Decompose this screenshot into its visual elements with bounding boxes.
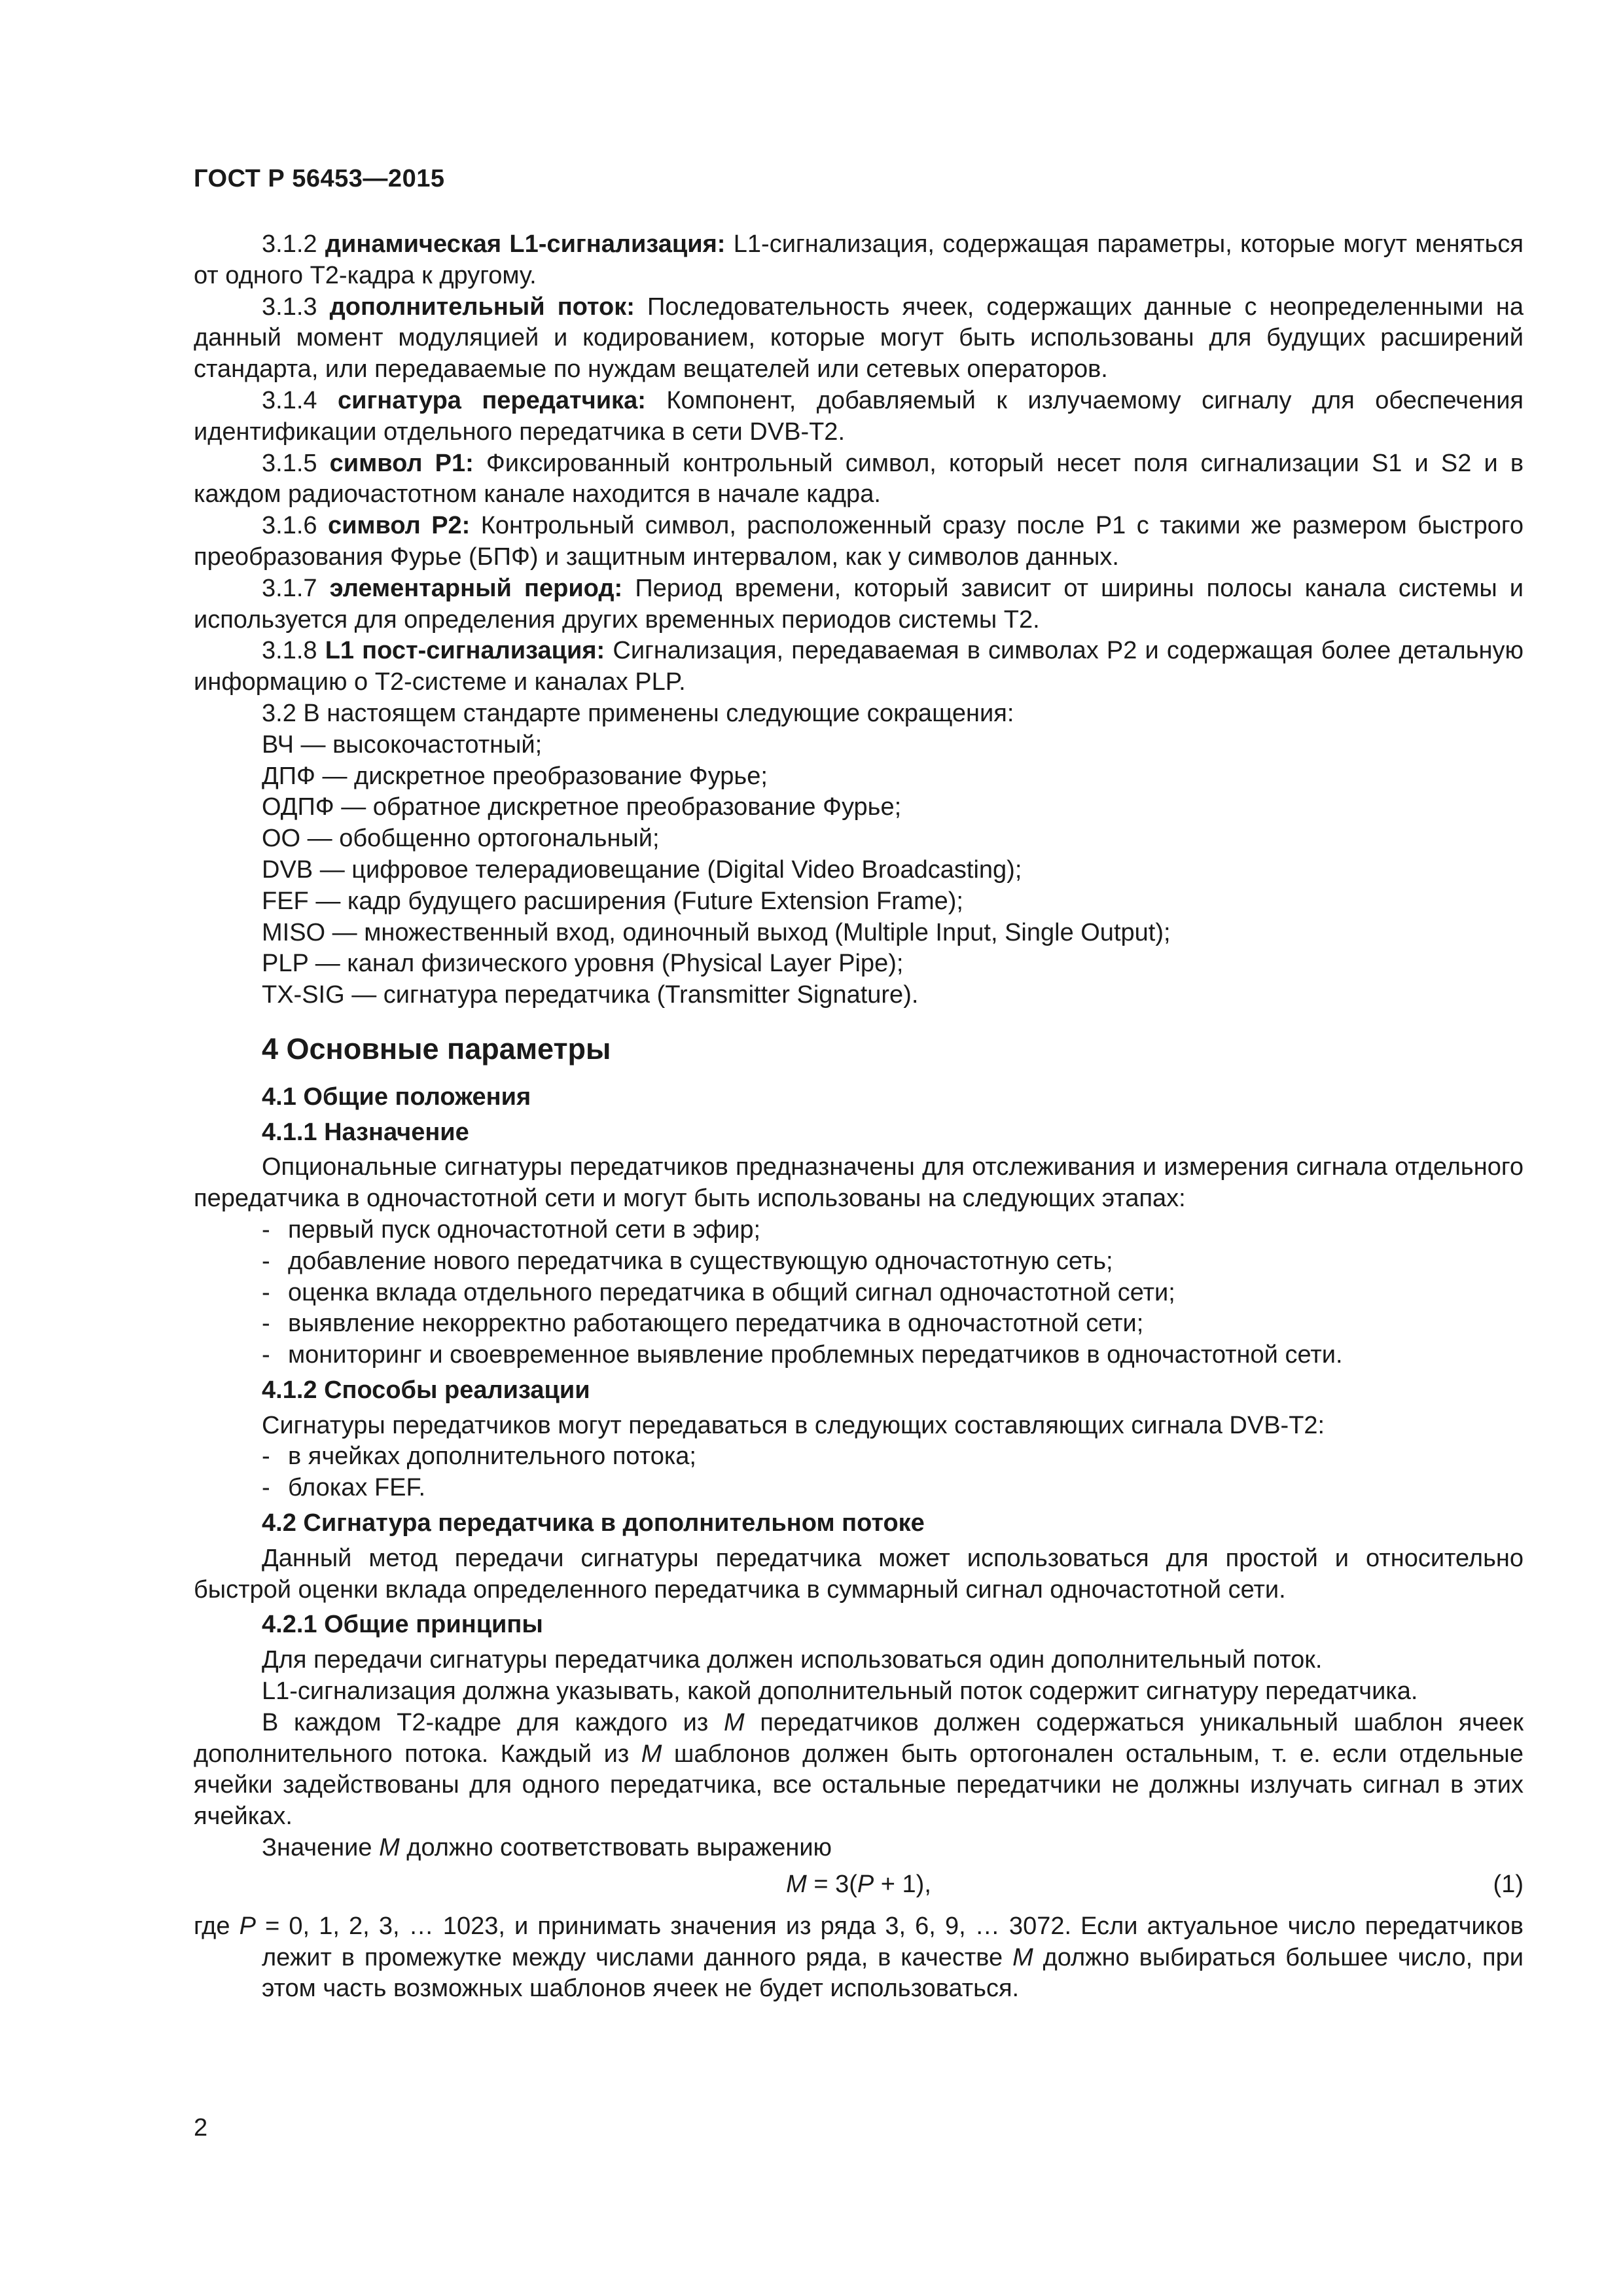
list-item — [194, 1278, 1524, 1309]
abbreviation-item: MISO — множественный вход, одиночный выход (Multiple Input, Single Output); — [262, 918, 1171, 946]
list-item-text: первый пуск одночастотной сети в эфир; — [288, 1215, 761, 1244]
definition-number: 3.1.7 — [262, 574, 317, 602]
formula-rhs: + 1), — [874, 1870, 931, 1898]
list-item-text: добавление нового передатчика в существующую одночастотную сеть; — [288, 1247, 1113, 1275]
document-body — [194, 229, 1524, 2005]
variable-m: M — [1012, 1943, 1033, 1971]
definition-term: символ P1: — [329, 449, 474, 477]
definition-text: Сигнализация, передаваемая в символах P2 и содержащая более детальную информацию о Т2-системе и каналах PLP. — [194, 637, 1524, 696]
paragraph-4-1-1: Опциональные сигнатуры передатчиков предназначены для отслеживания и измерения сигнала отдельного передатчика в одночастотной сети и могут быть использованы на следующих этапах: — [194, 1153, 1524, 1213]
definition-term: сигнатура передатчика: — [337, 386, 646, 414]
definition-text: Контрольный символ, расположенный сразу после P1 с такими же размером быстрого преобразования Фурье (БПФ) и защитным интервалом, как у символов данных. — [194, 512, 1524, 571]
definition-item — [194, 386, 1524, 448]
text-run: должно соответствовать выражению — [399, 1834, 832, 1862]
variable-m: M — [641, 1740, 662, 1768]
definition-item — [194, 573, 1524, 636]
definition-number: 3.1.4 — [262, 386, 317, 414]
list-item — [194, 1308, 1524, 1340]
abbreviations-intro: 3.2 В настоящем стандарте применены следующие сокращения: — [262, 699, 1014, 727]
definition-term: элементарный период: — [329, 574, 623, 602]
document-header: ГОСТ Р 56453—2015 — [194, 165, 445, 192]
definition-text: Фиксированный контрольный символ, который несет поля сигнализации S1 и S2 и в каждом радиочастотном канале находится в начале кадра. — [194, 449, 1524, 509]
section-4-2-heading: 4.2 Сигнатура передатчика в дополнительном потоке — [262, 1509, 925, 1537]
paragraph-4-2-1-c — [194, 1708, 1524, 1833]
abbreviation-item: PLP — канал физического уровня (Physical Layer Pipe); — [262, 950, 904, 978]
text-run: передатчиков должен содержаться уникальный шаблон ячеек дополнительного потока. Каждый из — [194, 1708, 1524, 1768]
definition-text: Последовательность ячеек, содержащих данные с неопределенными на данный момент модуляцией и кодированием, которые могут быть использованы для будущих расширений стандарта, или передаваемые по нуждам вещателей или сетевых операторов. — [194, 293, 1524, 384]
definition-term: L1 пост-сигнализация: — [325, 637, 605, 665]
formula-p: P — [857, 1870, 874, 1898]
definition-item — [194, 448, 1524, 511]
formula-number: (1) — [1493, 1870, 1524, 1898]
list-bullet: - — [262, 1341, 270, 1369]
variable-m: M — [379, 1834, 400, 1862]
abbreviation-item: ДПФ — дискретное преобразование Фурье; — [262, 762, 768, 790]
abbreviation-item: TX-SIG — сигнатура передатчика (Transmitter Signature). — [262, 981, 919, 1009]
paragraph-4-1-2: Сигнатуры передатчиков могут передаваться в следующих составляющих сигнала DVB-T2: — [262, 1411, 1325, 1439]
list-bullet: - — [262, 1278, 270, 1306]
paragraph-4-2-1-b: L1-сигнализация должна указывать, какой дополнительный поток содержит сигнатуру передатчика. — [262, 1677, 1418, 1706]
list-item-text: мониторинг и своевременное выявление проблемных передатчиков в одночастотной сети. — [288, 1341, 1343, 1369]
abbreviations-list — [194, 730, 1524, 1011]
formula-1 — [194, 1869, 1524, 1909]
text-run: где — [194, 1912, 240, 1940]
list-item — [194, 1246, 1524, 1278]
list-bullet: - — [262, 1474, 270, 1502]
abbreviation-item: ВЧ — высокочастотный; — [262, 730, 543, 759]
definition-text: Компонент, добавляемый к излучаемому сигналу для обеспечения идентификации отдельного передатчика в сети DVB-T2. — [194, 386, 1524, 446]
abbreviation-item: ОДПФ — обратное дискретное преобразование Фурье; — [262, 793, 902, 821]
list-item — [194, 1473, 1524, 1504]
section-4-2-1-heading: 4.2.1 Общие принципы — [262, 1611, 543, 1639]
text-run: В каждом Т2-кадре для каждого из — [262, 1708, 724, 1736]
page-number: 2 — [194, 2114, 208, 2142]
formula-lhs: M — [786, 1870, 807, 1898]
list-bullet: - — [262, 1310, 270, 1338]
text-run: Значение — [262, 1834, 380, 1862]
definition-item — [194, 229, 1524, 292]
definition-item — [194, 636, 1524, 698]
section-4-1-2-heading: 4.1.2 Способы реализации — [262, 1376, 590, 1404]
formula-expression — [194, 1869, 1524, 1901]
list-item-text: выявление некорректно работающего передатчика в одночастотной сети; — [288, 1310, 1144, 1338]
list-item — [194, 1441, 1524, 1473]
definition-text: Период времени, который зависит от ширины полосы канала системы и используется для определения других временных периодов системы Т2. — [194, 574, 1524, 634]
abbreviation-item: FEF — кадр будущего расширения (Future Extension Frame); — [262, 887, 963, 915]
section-4-1-heading: 4.1 Общие положения — [262, 1083, 531, 1111]
definition-text: L1-сигнализация, содержащая параметры, которые могут меняться от одного Т2-кадра к другому. — [194, 230, 1524, 289]
definition-item — [194, 511, 1524, 573]
formula-mid: = 3( — [806, 1870, 857, 1898]
section-4-1-1-heading: 4.1.1 Назначение — [262, 1118, 469, 1146]
paragraph-4-2-1-d — [194, 1833, 1524, 1864]
definition-term: дополнительный поток: — [329, 293, 635, 321]
paragraph-4-2: Данный метод передачи сигнатуры передатчика может использоваться для простой и относительно быстрой оценки вклада определенного передатчика в суммарный сигнал одночастотной сети. — [194, 1544, 1524, 1604]
list-bullet: - — [262, 1443, 270, 1471]
variable-m: M — [724, 1708, 745, 1736]
text-run: должно выбираться большее число, при этом часть возможных шаблонов ячеек не будет использоваться. — [262, 1943, 1524, 2003]
formula-explanation — [194, 1911, 1524, 2005]
list-item-text: в ячейках дополнительного потока; — [288, 1443, 696, 1471]
definition-number: 3.1.5 — [262, 449, 317, 477]
definition-number: 3.1.8 — [262, 637, 317, 665]
list-item — [194, 1340, 1524, 1371]
paragraph-4-2-1-a: Для передачи сигнатуры передатчика должен использоваться один дополнительный поток. — [262, 1646, 1323, 1674]
definition-item — [194, 292, 1524, 386]
abbreviation-item: ОО — обобщенно ортогональный; — [262, 825, 660, 853]
variable-p: P — [239, 1912, 256, 1940]
list-bullet: - — [262, 1215, 270, 1244]
definition-number: 3.1.2 — [262, 230, 317, 258]
definition-term: динамическая L1-сигнализация: — [325, 230, 726, 258]
list-item-text: оценка вклада отдельного передатчика в общий сигнал одночастотной сети; — [288, 1278, 1175, 1306]
section-4-heading: 4 Основные параметры — [262, 1031, 611, 1066]
definition-number: 3.1.6 — [262, 512, 317, 540]
list-4-1-2 — [194, 1441, 1524, 1504]
text-run: шаблонов должен быть ортогонален остальным, т. е. если отдельные ячейки задействованы для одного передатчика, все остальные передатчики не должны излучать сигнал в этих ячейках. — [194, 1740, 1524, 1831]
list-bullet: - — [262, 1247, 270, 1275]
definition-number: 3.1.3 — [262, 293, 317, 321]
text-run: = 0, 1, 2, 3, … 1023, и принимать значения из ряда 3, 6, 9, … 3072. Если актуальное число передатчиков лежит в промежутке между числами данного ряда, в качестве — [255, 1912, 1524, 1971]
definitions-list — [194, 229, 1524, 698]
list-item-text: блоках FEF. — [288, 1474, 426, 1502]
list-4-1-1 — [194, 1215, 1524, 1371]
definition-term: символ P2: — [327, 512, 471, 540]
abbreviation-item: DVB — цифровое телерадиовещание (Digital Video Broadcasting); — [262, 855, 1022, 884]
list-item — [194, 1215, 1524, 1246]
